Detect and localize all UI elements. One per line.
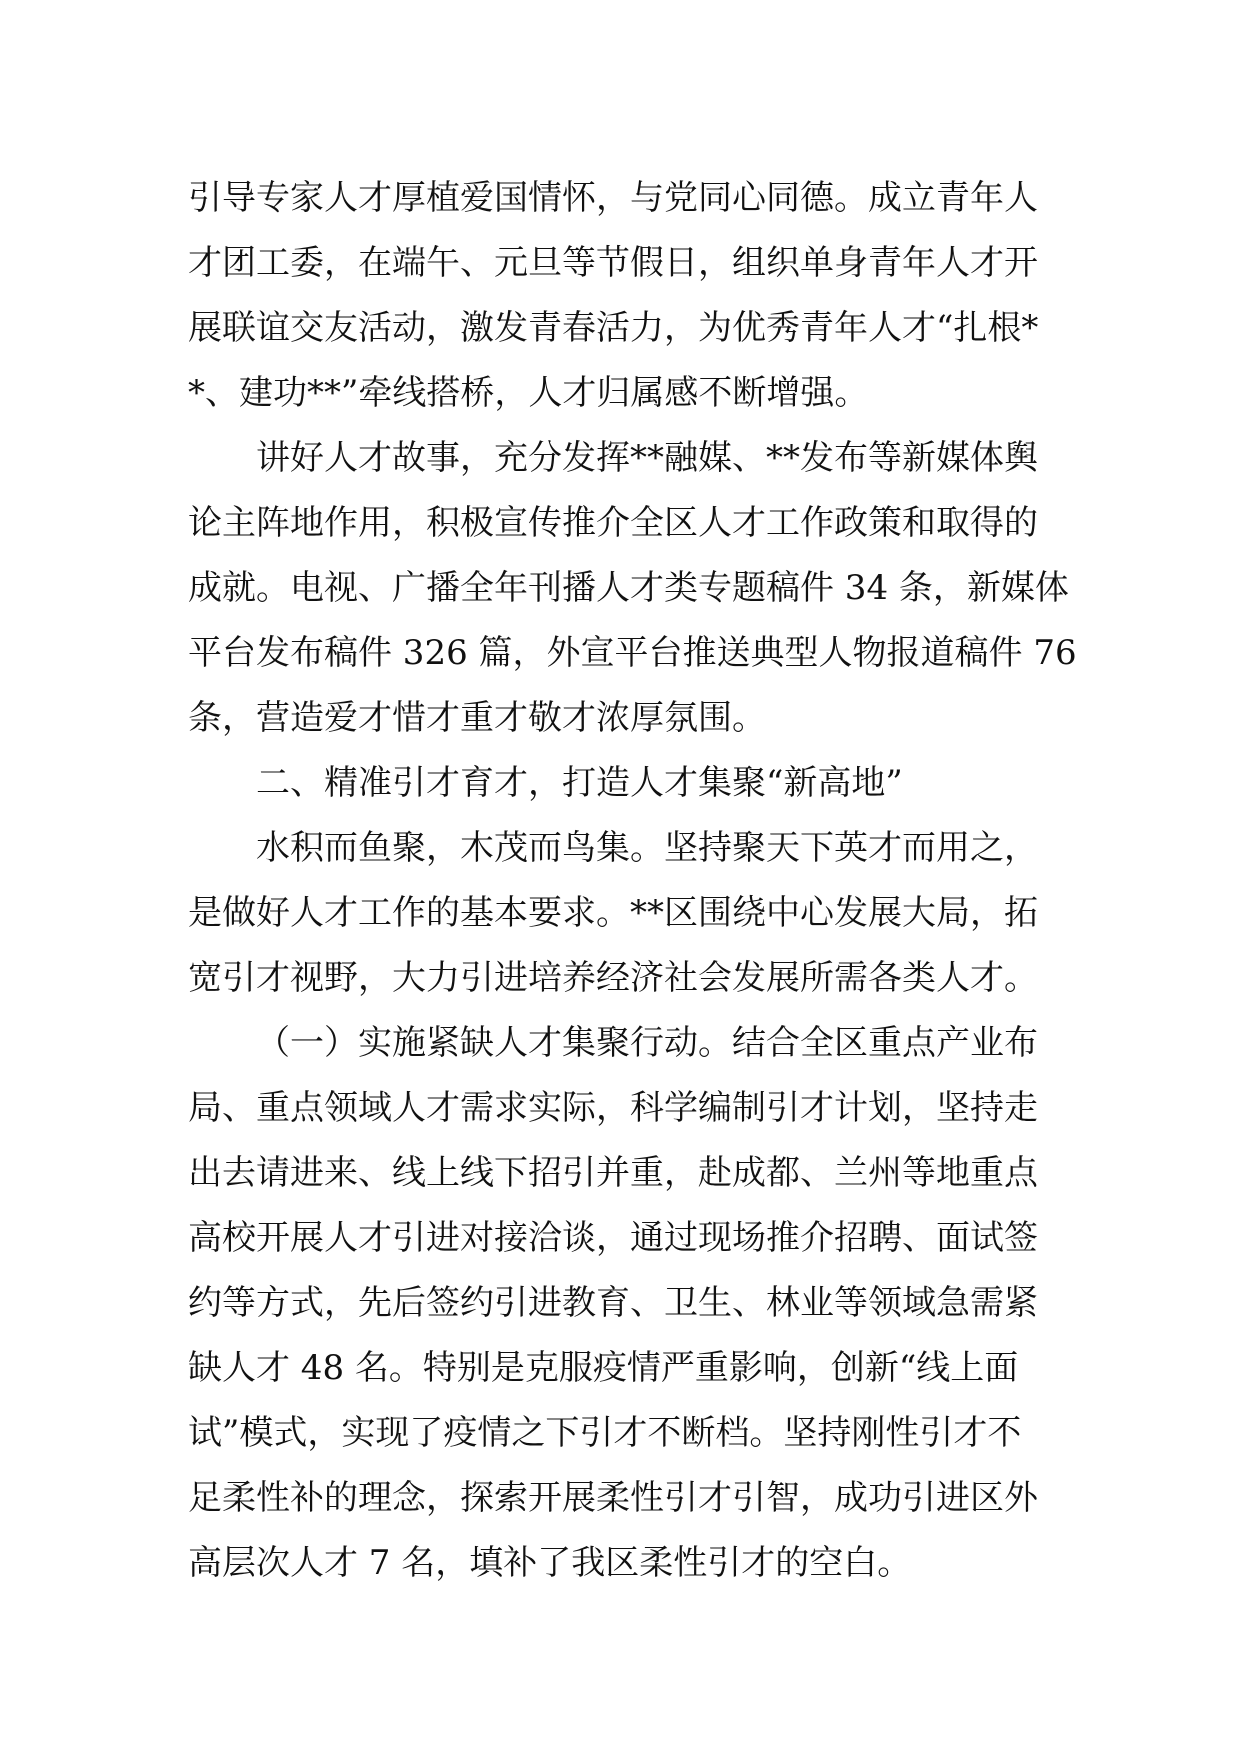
text-line: （一）实施紧缺人才集聚行动。结合全区重点产业布 — [256, 1023, 1038, 1063]
text-line: 展联谊交友活动，激发青春活力，为优秀青年人才“扎根* — [188, 308, 1039, 348]
text-line: 条，营造爱才惜才重才敬才浓厚氛围。 — [188, 698, 766, 738]
text-line: 试”模式，实现了疫情之下引才不断档。坚持刚性引才不 — [188, 1413, 1022, 1453]
text-line: 水积而鱼聚，木茂而鸟集。坚持聚天下英才而用之， — [256, 828, 1038, 868]
text-line: 宽引才视野，大力引进培养经济社会发展所需各类人才。 — [188, 958, 1038, 998]
text-line: 约等方式，先后签约引进教育、卫生、林业等领域急需紧 — [188, 1283, 1038, 1323]
text-line: 成就。电视、广播全年刊播人才类专题稿件 34 条，新媒体 — [188, 568, 1069, 608]
text-line: 缺人才 48 名。特别是克服疫情严重影响，创新“线上面 — [188, 1348, 1019, 1388]
text-line: 二、精准引才育才，打造人才集聚“新高地” — [256, 763, 903, 803]
text-line: 才团工委，在端午、元旦等节假日，组织单身青年人才开 — [188, 243, 1038, 283]
text-line: 足柔性补的理念，探索开展柔性引才引智，成功引进区外 — [188, 1478, 1038, 1518]
text-line: 高层次人才 7 名，填补了我区柔性引才的空白。 — [188, 1543, 912, 1583]
text-line: 高校开展人才引进对接洽谈，通过现场推介招聘、面试签 — [188, 1218, 1038, 1258]
text-line: 讲好人才故事，充分发挥**融媒、**发布等新媒体舆 — [256, 438, 1038, 478]
text-line: 局、重点领域人才需求实际，科学编制引才计划，坚持走 — [188, 1088, 1038, 1128]
body-text — [188, 166, 1077, 1596]
text-line: 出去请进来、线上线下招引并重，赴成都、兰州等地重点 — [188, 1153, 1038, 1193]
text-line: 引导专家人才厚植爱国情怀，与党同心同德。成立青年人 — [188, 178, 1038, 218]
text-line: 是做好人才工作的基本要求。**区围绕中心发展大局，拓 — [188, 893, 1038, 933]
text-line: *、建功**”牵线搭桥，人才归属感不断增强。 — [188, 373, 869, 413]
text-line: 平台发布稿件 326 篇，外宣平台推送典型人物报道稿件 76 — [188, 633, 1077, 673]
text-line: 论主阵地作用，积极宣传推介全区人才工作政策和取得的 — [188, 503, 1038, 543]
